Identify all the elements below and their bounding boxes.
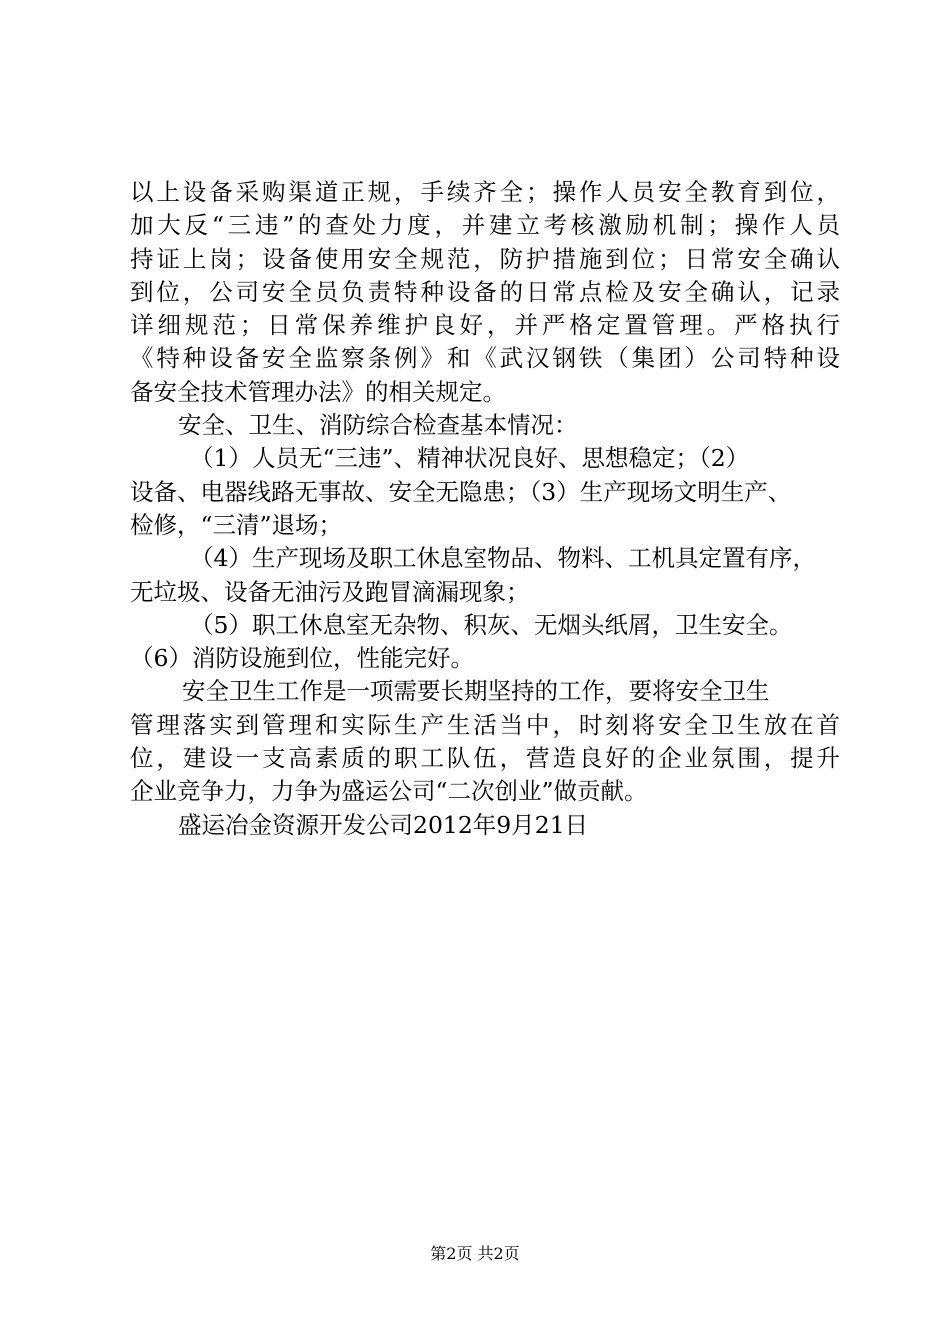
body-line: （6）消防设施到位，性能完好。 xyxy=(130,644,474,673)
body-line: 检修，“三清”退场； xyxy=(130,510,343,539)
body-line: 设备、电器线路无事故、安全无隐患；（3）生产现场文明生产、 xyxy=(130,477,792,506)
body-line: 《特种设备安全监察条例》和《武汉钢铁（集团）公司特种设 xyxy=(130,344,840,373)
body-line: 详细规范；日常保养维护良好，并严格定置管理。严格执行 xyxy=(130,311,840,340)
body-line: 无垃圾、设备无油污及跑冒滴漏现象； xyxy=(130,577,530,606)
body-line: 加大反“三违”的查处力度，并建立考核激励机制；操作人员 xyxy=(130,211,840,240)
section-heading: 安全、卫生、消防综合检查基本情况： xyxy=(178,411,578,440)
body-line: 管理落实到管理和实际生产生活当中，时刻将安全卫生放在首 xyxy=(130,710,840,739)
page-number: 第2页 共2页 xyxy=(430,1244,520,1263)
body-line: 以上设备采购渠道正规，手续齐全；操作人员安全教育到位， xyxy=(130,178,840,206)
body-line: 备安全技术管理办法》的相关规定。 xyxy=(130,377,506,406)
body-line: 持证上岗；设备使用安全规范，防护措施到位；日常安全确认 xyxy=(130,244,840,273)
body-line: 安全卫生工作是一项需要长期坚持的工作，要将安全卫生 xyxy=(182,677,770,706)
body-line: （1）人员无“三违”、精神状况良好、思想稳定；（2） xyxy=(190,444,750,473)
body-line: 到位，公司安全员负责特种设备的日常点检及安全确认，记录 xyxy=(130,277,840,306)
document-body xyxy=(130,176,840,842)
body-line: （5）职工休息室无杂物、积灰、无烟头纸屑，卫生安全。 xyxy=(190,610,793,639)
body-line: 企业竞争力，力争为盛运公司“二次创业”做贡献。 xyxy=(130,777,648,806)
signature-line: 盛运冶金资源开发公司2012年9月21日 xyxy=(178,810,589,839)
body-line: 位，建设一支高素质的职工队伍，营造良好的企业氛围，提升 xyxy=(130,744,840,773)
body-line: （4）生产现场及职工休息室物品、物料、工机具定置有序， xyxy=(190,544,816,573)
